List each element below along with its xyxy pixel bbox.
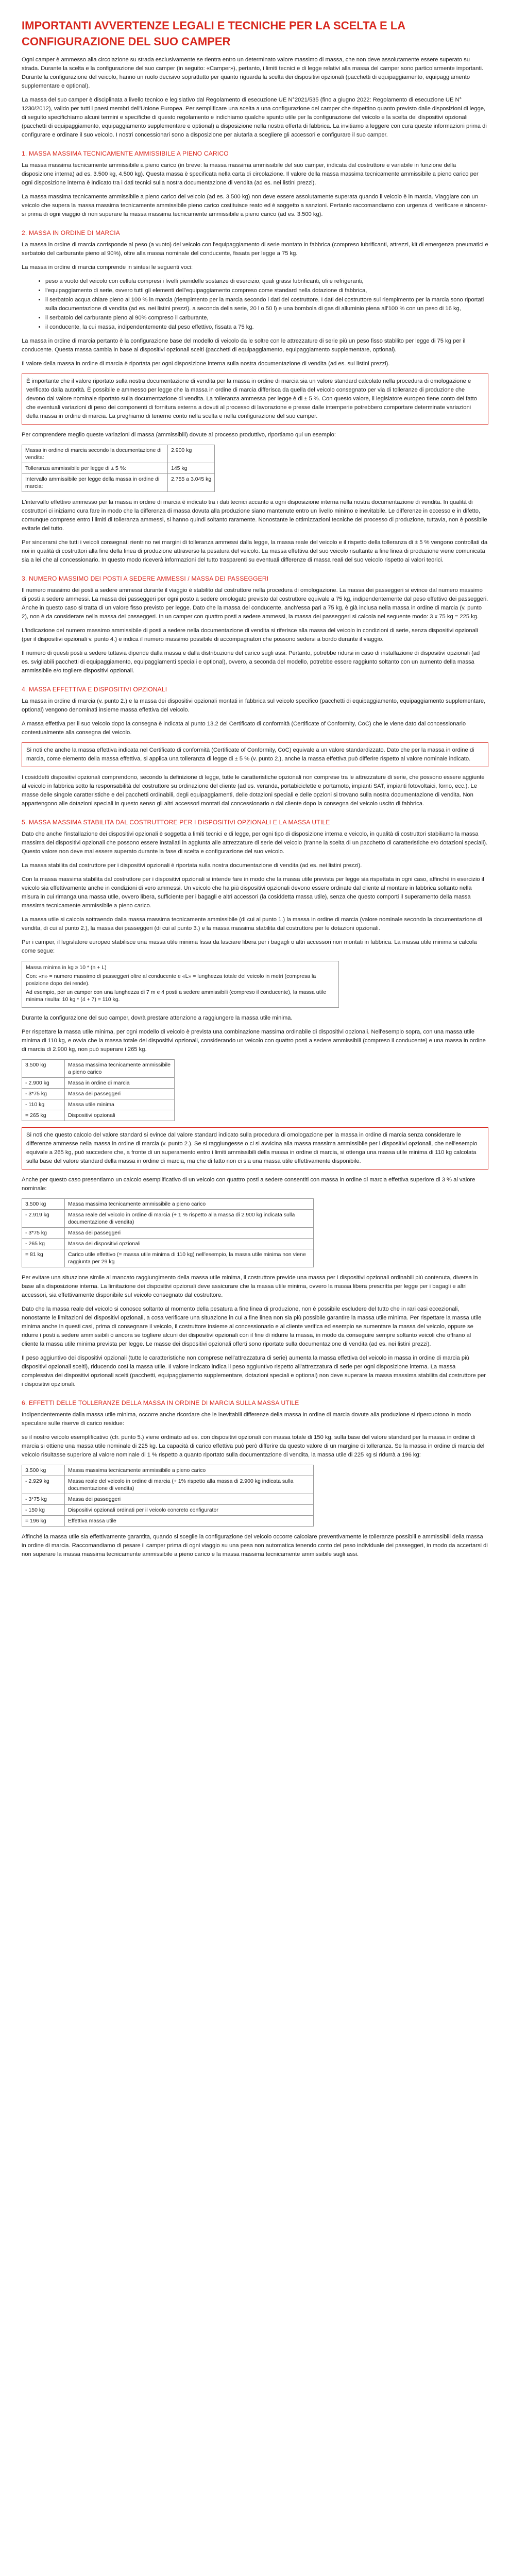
section-paragraph: L'intervallo effettivo ammesso per la massa in ordine di marcia è indicato tra i dati tecnici accanto a ogni disposizione interna nella nostra documentazione di vendita. In qualità di costruttori ci iniziamo cura fare in modo che la differenza di massa dovuta alla produzione siano mantenute entro un livello minimo e inevitabile. Le differenze in eccesso e in difetto, comunque comprese entro i limiti di tolleranza ammessi, si hanno quindi soltanto raramente. Nonostante le ottimizzazioni tecniche del processo di produzione, tuttavia, non è possibile evitarle del tutto. — [22, 499, 487, 532]
table-row — [22, 1239, 314, 1249]
table-row — [22, 1099, 175, 1110]
section-paragraph: Affinché la massa utile sia effettivamente garantita, quando si sceglie la configurazione del veicolo occorre calcolare preventivamente le tolleranze possibili e ammissibili della massa in ordine di marcia. Raccomandiamo di pesare il camper prima di ogni viaggio su una pesa non automatica tenendo conto del peso individuale dei passeggeri, in modo da accertarsi di non superare la massa massima tecnicamente ammissibile a pieno carico e la massa massima tecnicamente ammissibile sugli assi. — [22, 1534, 488, 1557]
formula-line: Massa minima in kg ≥ 10 * (n + L) — [26, 964, 107, 971]
table-cell-desc: Massa dei passeggeri — [65, 1228, 314, 1239]
table-cell-value: 3.500 kg — [22, 1060, 65, 1078]
table-cell-desc: Massa utile minima — [65, 1099, 175, 1110]
section-paragraph: se il nostro veicolo esemplificativo (cfr. punto 5.) viene ordinato ad es. con dispositivi opzionali con massa totale di 150 kg, sulla base del valore standard per la massa in ordine di marcia si ottiene una massa utile nominale di 225 kg. La capacità di carico effettiva può però differire da questo valore di un margine di tolleranza. Se la massa in ordine di marcia del veicolo risultasse superiore al valore nominale di 1 % rispetto a quanto riportato sulla documentazione di vendita, la massa utile di 225 kg si ridurrà a 196 kg: — [22, 1434, 485, 1458]
highlight-text: È importante che il valore riportato sulla nostra documentazione di vendita per la massa in ordine di marcia sia un valore standard calcolato nella procedura di omologazione e verificato dalla autorità. È possibile e ammesso per legge che la massa in ordine di marcia differisca da quella del veicolo consegnato per via di tolleranze di produzione che devono dal valore nominale riportato sulla documentazione di vendita. La tolleranza ammessa per legge è di ± 5 %. Con questo valore, il legislatore europeo tiene conto del fatto che eventuali variazioni di peso dei componenti di fornitura esterna a dovuti al processo di lavorazione e presse dalle intemperie potrebbero comportare determinate variazioni della massa in ordine di marcia. La preghiamo di tenerne conto nella scelta e nella configurazione del suo camper. — [26, 378, 477, 419]
section-paragraph: Indipendentemente dalla massa utile minima, occorre anche ricordare che le inevitabili differenze della massa in ordine di marcia dovute alla produzione si ripercuotono in modo speculare sulle riserve di carico residue: — [22, 1412, 471, 1427]
table-cell-value: - 265 kg — [22, 1239, 65, 1249]
table-row — [22, 1465, 314, 1476]
table-cell-desc: Massa dei dispositivi opzionali — [65, 1239, 314, 1249]
table-row — [22, 474, 215, 492]
table-row — [22, 1249, 314, 1267]
table-row — [22, 1494, 314, 1505]
formula-line: Ad esempio, per un camper con una lunghezza di 7 m e 4 posti a sedere ammissibili (compreso il conducente), la massa utile minima risulta: 10 kg * (4 + 7) = 110 kg. — [26, 989, 327, 1003]
section-paragraph: L'indicazione del numero massimo ammissibile di posti a sedere nella documentazione di vendita si riferisce alla massa del veicolo in condizioni di serie, senza dispositivi opzionali (per il dispositivi opzionali v. punto 4.) e indica il numero massimo possibile di accompagnatori che possono sedersi a bordo durante il viaggio. — [22, 628, 478, 642]
calculation-table — [22, 1465, 314, 1527]
table-cell-value: - 3*75 kg — [22, 1494, 65, 1505]
table-cell-value: - 2.919 kg — [22, 1210, 65, 1228]
table-row — [22, 445, 215, 463]
formula-line: Con: «n» = numero massimo di passeggeri oltre al conducente e «L» = lunghezza totale del veicolo in metri (compresa la posizione dopo dei rende). — [26, 973, 316, 987]
section-paragraph: La massa in ordine di marcia comprende in sintesi le seguenti voci: — [22, 264, 193, 270]
table-row — [22, 1516, 314, 1527]
table-cell-desc: Massa dei passeggeri — [65, 1494, 314, 1505]
table-cell-value: 2.755 a 3.045 kg — [168, 474, 215, 492]
table-cell-desc: Dispositivi opzionali — [65, 1110, 175, 1121]
document-title: IMPORTANTI AVVERTENZE LEGALI E TECNICHE PER LA SCELTA E LA CONFIGURAZIONE DEL SUO CAMPER — [22, 19, 405, 48]
table-cell-value: - 110 kg — [22, 1099, 65, 1110]
table-cell-value: - 150 kg — [22, 1505, 65, 1516]
section-paragraph: Per evitare una situazione simile al mancato raggiungimento della massa utile minima, il costruttore previde una massa per i dispositivi opzionali ordinabili più contenuta, diversa in base alla disposizione interna. La limitazione dei dispositivi opzionali deve assicurare che la massa utile minima, ovvero la massa libera prescritta per legge per i bagagli e altri accessori, sia effettivamente disponibile sul veicolo consegnato dal costruttore. — [22, 1275, 478, 1298]
section-paragraph: La massa in ordine di marcia corrisponde al peso (a vuoto) del veicolo con l'equipaggiamento di serie montato in fabbrica (compreso lubrificanti, attrezzi, kit di emergenza pneumatici e serbatoio del carburante pieno al 90%), oltre alla massa nominale del conducente, fissata per legge a 75 kg. — [22, 242, 488, 257]
table-cell-desc: Intervallo ammissibile per legge della massa in ordine di marcia: — [22, 474, 168, 492]
bullet-list — [22, 277, 488, 332]
section-paragraph: Il numero massimo dei posti a sedere ammessi durante il viaggio è stabilito dal costruttore nella procedura di omologazione. La massa dei passeggeri si evince dal numero massimo di posti a sedere ammessi. La massa dei passeggeri per ogni posto a sedere omologato previsto dal costruttore equivale a 75 kg, indipendentemente dal peso effettivo dei passeggeri. Anche in questo caso si tratta di un valore fisso previsto per legge. Dato che la massa del conducente, anch'essa pari a 75 kg, è già inclusa nella massa in ordine di marcia (v. punto 2), non è da considerare nella massa dei passeggeri. In un camper con quattro posti a sedere ammessi, la massa dei passeggeri si calcola nel seguente modo: 3 x 75 kg = 225 kg. — [22, 587, 488, 620]
table-row — [22, 1089, 175, 1099]
table-cell-value: - 3*75 kg — [22, 1228, 65, 1239]
list-item: • il serbatoio del carburante pieno al 90% compreso il carburante, — [45, 314, 488, 323]
table-cell-desc: Tolleranza ammissibile per legge di ± 5 %: — [22, 463, 168, 474]
table-row — [22, 1060, 175, 1078]
table-row — [22, 1228, 314, 1239]
highlight-text: Si noti che anche la massa effettiva indicata nel Certificato di conformità (Certificate of Conformity, CoC) equivale a un valore standardizzato. Dato che per la massa in ordine di marcia, come elemento della massa effettiva, si applica una tolleranza di legge di ± 5 % (v. punto 2.), anche la massa effettiva può differire rispetto al valore nominale indicato. — [26, 747, 474, 762]
table-row — [22, 463, 215, 474]
section-paragraph: La massa massima tecnicamente ammissibile a pieno carico (in breve: la massa massima ammissibile del suo camper, indicata dal costruttore e variabile in funzione della disposizione interna) ad es. 3.500 kg, 4.500 kg). Questa massa è specificata nella carta di circolazione. Il valore della massa massima tecnicamente ammissibile a pieno carico per ogni disposizione interna è indicato tra i dati tecnici sulla nostra documentazione di vendita (ad es. nei listini prezzi). — [22, 162, 479, 186]
section-paragraph: A massa effettiva per il suo veicolo dopo la consegna è indicata al punto 13.2 del Certificato di conformità (Certificate of Conformity, CoC) che le viene dato dal concessionario contestualmente alla consegna del veicolo. — [22, 721, 466, 736]
table-cell-desc: Massa dei passeggeri — [65, 1089, 175, 1099]
section-paragraph: Durante la configurazione del suo camper, dovrà prestare attenzione a raggiungere la massa utile minima. — [22, 1015, 293, 1021]
section-heading: 6. EFFETTI DELLE TOLLERANZE DELLA MASSA IN ORDINE DI MARCIA SULLA MASSA UTILE — [22, 1399, 299, 1406]
list-item: • il conducente, la cui massa, indipendentemente dal peso effettivo, fissata a 75 kg. — [45, 323, 488, 332]
table-cell-value: 3.500 kg — [22, 1465, 65, 1476]
section-heading: 2. MASSA IN ORDINE DI MARCIA — [22, 229, 120, 236]
table-cell-desc: Massa massima tecnicamente ammissibile a pieno carico — [65, 1199, 314, 1210]
table-cell-desc: Massa reale del veicolo in ordine di marcia (+ 1% rispetto alla massa di 2.900 kg indicata sulla documentazione di vendita) — [65, 1476, 314, 1494]
list-item: • l'equipaggiamento di serie, ovvero tutti gli elementi dell'equipaggiamento compreso come standard nella dotazione di fabbrica, — [45, 286, 488, 295]
table-cell-value: - 2.900 kg — [22, 1078, 65, 1089]
table-row — [22, 1210, 314, 1228]
section-paragraph: Anche per questo caso presentiamo un calcolo esemplificativo di un veicolo con quattro posti a sedere consentiti con massa in ordine di marcia effettiva superiore di 3 % al valore nominale: — [22, 1177, 475, 1192]
table-row — [22, 1078, 175, 1089]
section-heading: 3. NUMERO MASSIMO DEI POSTI A SEDERE AMMESSI / MASSA DEI PASSEGGERI — [22, 575, 269, 582]
table-cell-value: = 81 kg — [22, 1249, 65, 1267]
section-heading: 5. MASSA MASSIMA STABILITA DAL COSTRUTTORE PER I DISPOSITIVI OPZIONALI E LA MASSA UTILE — [22, 819, 330, 826]
section-paragraph: Il peso aggiuntivo dei dispositivi opzionali (tutte le caratteristiche non comprese nell'attrezzatura di serie) aumenta la massa effettiva del veicolo in massa in ordine di marcia più dispositivi opzionali scelti), riducendo così la massa utile. Il valore indicato indica il peso aggiuntivo rispetto all'attrezzatura di serie per ogni disposizione interna. La massa complessiva dei dispositivi opzionali scelti (pacchetti, equipaggiamento supplementare, dotazioni speciali e optional) non deve superare la massa massima stabilita dal costruttore per i dispositivi opzionali. — [22, 1355, 486, 1387]
table-cell-desc: Massa in ordine di marcia — [65, 1078, 175, 1089]
section-paragraph: Dato che anche l'installazione dei dispositivi opzionali è soggetta a limiti tecnici e di legge, per ogni tipo di disposizione interna e veicolo, in qualità di costruttori stabiliamo la massa massima dei dispositivi opzionali che possono essere installati in aggiunta alle attrezzature di serie del veicolo (tranne la scelta di un pacchetto di caratteristiche e/o dotazioni speciali). Questo valore non deve mai essere superato durante la fase di scelta e configurazione del suo veicolo. — [22, 831, 488, 855]
section-paragraph: I cosiddetti dispositivi opzionali comprendono, secondo la definizione di legge, tutte le caratteristiche opzionali non comprese tra le attrezzature di serie, che possono essere aggiunte al veicolo in fabbrica sotto la responsabilità del costruttore su ordinazione del cliente (ad es. veranda, portabiciclette e portamoto, impianti SAT, impianti fotovoltaici, forno, ecc.). Le masse delle singole caratteristiche e dei pacchetti ordinabili, degli equipaggiamenti, delle dotazioni speciali e delle opzioni si trovano sulla nostra documentazione di vendita. Non appartengono alle dotazioni speciali in questo senso gli altri accessori montati dal concessionario o dal cliente dopo la consegna del veicolo uscito di fabbrica. — [22, 774, 485, 807]
highlight-text: Si noti che questo calcolo del valore standard si evince dal valore standard indicato sulla procedura di omologazione per la massa in ordine di marcia senza considerare le differenze ammesse nella massa in ordine di marcia (v. punto 2.). Se si raggiungesse o ci si avvicina alla massa massima ammissibile per i dispositivi opzionali, che nell'esempio equivale a 265 kg, può succedere che, a fronte di un superamento entro i limiti ammissibili della massa in ordine di marcia, si ottenga una massa utile minima di 110 kg calcolata sulla base del valore standard della massa in ordine di marcia, ma che di fatto non ci sia una massa utile effettivamente disponibile. — [26, 1132, 478, 1164]
table-row — [22, 1199, 314, 1210]
table-cell-desc: Dispositivi opzionali ordinati per il veicolo concreto configurator — [65, 1505, 314, 1516]
table-row — [22, 1476, 314, 1494]
formula-box — [22, 961, 339, 1008]
example-table — [22, 445, 215, 492]
table-row — [22, 1110, 175, 1121]
table-cell-desc: Massa in ordine di marcia secondo la documentazione di vendita: — [22, 445, 168, 463]
section-paragraph: Con la massa massima stabilita dal costruttore per i dispositivi opzionali si intende fare in modo che la massa utile prevista per legge sia rispettata in ogni caso, affinché in esercizio il veicolo sia effettivamente anche in condizioni di vero ammessi. Un veicolo che ha più dispositivi opzionali devono essere ordinate dal cliente al montare in fabbrica soltanto nella misura in cui rimanga una massa utile, ovvero libera, sufficiente per i bagagli e altri accessori (la cosiddetta massa utile), senza che questo comporti il superamento della massa massima tecnicamente ammissibile a pieno carico. — [22, 876, 484, 909]
table-cell-value: = 196 kg — [22, 1516, 65, 1527]
calculation-table — [22, 1198, 314, 1267]
section-heading: 4. MASSA EFFETTIVA E DISPOSITIVI OPZIONALI — [22, 686, 167, 693]
section-paragraph: Per comprendere meglio queste variazioni di massa (ammissibili) dovute al processo produttivo, riportiamo qui un esempio: — [22, 432, 336, 438]
section-paragraph: Per rispettare la massa utile minima, per ogni modello di veicolo è prevista una combinazione massima ordinabile di dispositivi opzionali. Nell'esempio sopra, con una massa utile minima di 110 kg, e ovvia che la massa totale dei dispositivi opzionali, considerando un veicolo con quattro posti a sedere ammissibili (compreso il conducente) e una massa in ordine di marcia di 2.900 kg, non può superare i 265 kg. — [22, 1029, 486, 1053]
table-row — [22, 1505, 314, 1516]
section-paragraph: Il valore della massa in ordine di marcia è riportata per ogni disposizione interna sulla nostra documentazione di vendita (ad es. sui listini prezzi). — [22, 361, 390, 367]
intro-paragraph: La massa del suo camper è disciplinata a livello tecnico e legislativo dal Regolamento di esecuzione UE N°2021/535 (fino a giugno 2022: Regolamento di esecuzione UE N° 1230/2012), valido per tutti i paesi membri dell'Unione Europea. Per semplificare una scelta a una configurazione del camper che rispettino quanto previsto dalle disposizioni di legge, di seguito specifichiamo alcuni termini e specifiche di questo regolamento e indichiamo qualche spunto utile per la configurazione del veicolo e la scelta dei dispositivi opzionali (pacchetti di equipaggiamento, equipaggiamento supplementare e optional) a disposizione nella nostra offerta di fabbrica. La invitiamo a leggere con cura queste informazioni prima di configurare e ordinare il suo veicolo. I nostri concessionari sono a disposizione per aiutarla a scegliere gli accessori e configurare il suo camper. — [22, 97, 487, 138]
table-cell-desc: Effettiva massa utile — [65, 1516, 314, 1527]
section-paragraph: La massa utile si calcola sottraendo dalla massa massima tecnicamente ammissibile (di cui al punto 1.) la massa in ordine di marcia (valore nominale secondo la documentazione di vendita, di cui al punto 2.), la massa dei passeggeri (di cui al punto 3.) e la massa massima stabilita dal costruttore per le dotazioni opzionali. — [22, 917, 482, 931]
highlight-box — [22, 742, 488, 767]
table-cell-desc: Massa massima tecnicamente ammissibile a pieno carico — [65, 1060, 175, 1078]
highlight-box — [22, 374, 488, 425]
list-item: • il serbatoio acqua chiare pieno al 100 % in marcia (riempimento per la marcia secondo i dati del costruttore. I dati del costruttore sul riempimento per la marcia sono riportati sulla documentazione di vendita (ad es. nei listini prezzi). a seconda della serie, 20 l o 50 l) e una bombola di gas di alluminio piena all'100 % con un peso di 16 kg, — [45, 296, 488, 313]
table-cell-value: - 2.929 kg — [22, 1476, 65, 1494]
list-item: • peso a vuoto del veicolo con cellula compresi i livelli pienidelle sostanze di esercizio, quali grassi lubrificanti, oli e refrigeranti, — [45, 277, 488, 286]
table-cell-value: - 3*75 kg — [22, 1089, 65, 1099]
highlight-box — [22, 1127, 488, 1170]
table-cell-value: = 265 kg — [22, 1110, 65, 1121]
section-paragraph: Per i camper, il legislatore europeo stabilisce una massa utile minima fissa da lasciare libera per i bagagli o altri accessori non montati in fabbrica. La massa utile minima si calcola come segue: — [22, 939, 477, 954]
section-paragraph: Il numero di questi posti a sedere tuttavia dipende dalla massa e dalla distribuzione del carico sugli assi. Pertanto, potrebbe ridursi in caso di installazione di dispositivi opzionali (ad es. svigliabili pacchetti di equipaggiamento, equipaggiamenti speciali e optional), ovvero, a seconda del modello, potrebbe essere raggiunto soltanto con un aumento della massa ammissibile e/o togliere dispositivi opzionali. — [22, 650, 480, 674]
table-cell-desc: Massa massima tecnicamente ammissibile a pieno carico — [65, 1465, 314, 1476]
section-heading: 1. MASSA MASSIMA TECNICAMENTE AMMISSIBILE A PIENO CARICO — [22, 150, 229, 157]
section-paragraph: La massa stabilita dal costruttore per i dispositivi opzionali è riportata sulla nostra documentazione di vendita (ad es. nei listini prezzi). — [22, 862, 362, 869]
section-paragraph: La massa massima tecnicamente ammissibile a pieno carico del veicolo (ad es. 3.500 kg) non deve essere assolutamente superata quando il veicolo è in marcia. Viaggiare con un veicolo che supera la massa massima tecnicamente ammissibile pieno carico costituisce reato ed è soggetto a sanzioni. Pertanto raccomandiamo con urgenza di verificare e sincerar-si prima di ogni viaggio di non superare la massa massima tecnicamente ammissibile a pieno carico (ad es. 3.500 kg). — [22, 194, 488, 217]
section-paragraph: La massa in ordine di marcia (v. punto 2.) e la massa dei dispositivi opzionali montati in fabbrica sul veicolo specifico (pacchetti di equipaggiamento, equipaggiamento supplementare, optional) vengono denominati insieme massa effettiva del veicolo. — [22, 698, 486, 713]
table-cell-value: 2.900 kg — [168, 445, 215, 463]
table-cell-desc: Carico utile effettivo (= massa utile minima di 110 kg) nell'esempio, la massa utile minima non viene raggiunta per 29 kg — [65, 1249, 314, 1267]
section-paragraph: La massa in ordine di marcia pertanto è la configurazione base del modello di veicolo da le soltre con le attrezzature di serie più un peso fisso stabilito per legge di 75 kg per il conducente. Questa massa cambia in base ai dispositivi opzionali scelti (pacchetti di equipaggiamento, equipaggiamento supplementare, optional). — [22, 338, 466, 353]
intro-paragraph: Ogni camper è ammesso alla circolazione su strada esclusivamente se rientra entro un determinato valore massimo di massa, che non deve assolutamente essere superato su strada. Durante la scelta e la configurazione del suo camper (in seguito: «Camper»), pertanto, i limiti tecnici e di legge relativi alla massa del camper sono particolarmente importanti. Durante la configurazione del veicolo, hanno un ruolo decisivo soprattutto per quanto riguarda la scelta dei dispositivi opzionali (pacchetti di equipaggiamento, equipaggiamento supplementare e optional). — [22, 57, 484, 89]
table-cell-desc: Massa reale del veicolo in ordine di marcia (+ 1 % rispetto alla massa di 2.900 kg indicata sulla documentazione di vendita) — [65, 1210, 314, 1228]
table-cell-value: 145 kg — [168, 463, 215, 474]
calculation-table — [22, 1059, 175, 1121]
table-cell-value: 3.500 kg — [22, 1199, 65, 1210]
section-paragraph: Dato che la massa reale del veicolo si conosce soltanto al momento della pesatura a fine linea di produzione, non è possibile escludere del tutto che in rari casi eccezionali, nonostante le limitazioni dei dispositivi opzionali, a cosa verificare una situazione in cui a fine linea non sia più possibile garantire la massa utile minima. Per rispettare la massa utile minima anche in questi casi, prima di consegnare il veicolo, il costruttore insieme al concessionario e al cliente verifica ed esempio se aumentare la massa del veicolo, oppure se ridurre i posti a sedere ammissibili o ancora se togliere alcuni dei dispositivi opzionali con il fine di ridurre la massa, in modo da conseguire sempre soltanto veicoli che offrano al cliente la massa utile minima prevista per legge. Le masse dei dispositivi opzionali offerti sono riportate sulla documentazione di vendita (ad es. nei listini prezzi). — [22, 1306, 482, 1347]
section-paragraph: Per sincerarsi che tutti i veicoli consegnati rientrino nei margini di tolleranza ammessi dalla legge, la massa reale del veicolo e il rispetto della tolleranza di ± 5 % vengono controllati da noi in qualità di costruttori alla fine della linea di produzione attraverso la pesatura del veicolo. La massa effettiva del suo veicolo risultante a fine linea di produzione viene comunicata sia a lei che al concessionario. In questo modo riceverà informazioni del tutto trasparenti su eventuali differenze di massa reali del suo veicolo rispetto ai valori teorici. — [22, 539, 488, 563]
